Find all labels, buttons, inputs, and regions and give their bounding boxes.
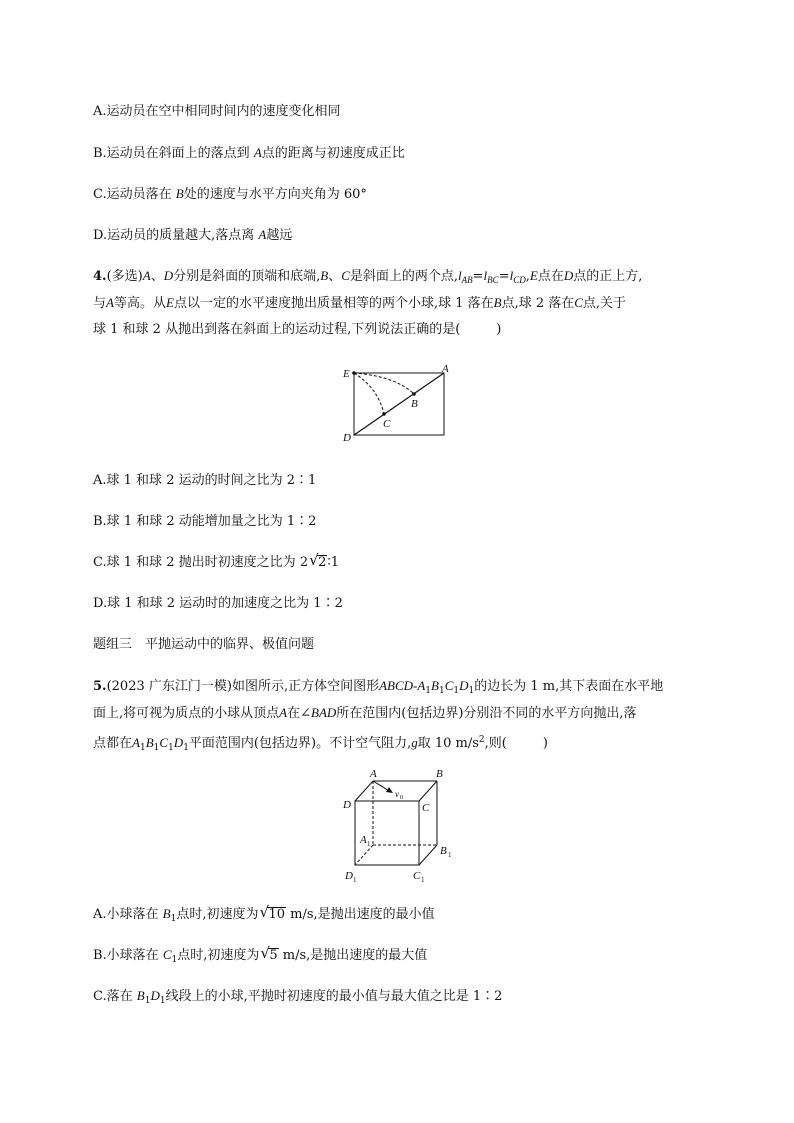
- q4-figure: [340, 362, 460, 448]
- q5-math: A: [279, 705, 288, 720]
- q3-option-d-point: A: [258, 227, 267, 242]
- q3-option-d: [93, 226, 292, 245]
- q5-stem-line3: [93, 731, 548, 757]
- q3-option-a: [93, 103, 341, 121]
- sqrt-radicand: 5: [269, 948, 278, 963]
- q5-math-sub: 1: [171, 955, 178, 965]
- velocity-label: v: [395, 789, 399, 799]
- q3-option-a-text: A.运动员在空中相同时间内的速度变化相同: [93, 104, 341, 119]
- q5-option-b-text3: m/s,是抛出速度的最大值: [278, 948, 428, 963]
- q4-point: C: [574, 295, 583, 310]
- q4-option-b: [93, 513, 316, 531]
- q4-label-e: E: [343, 368, 350, 380]
- q5-math: D: [459, 678, 469, 693]
- cube-label-d1-sub: 1: [353, 876, 357, 884]
- q5-text: 点都在: [93, 736, 133, 751]
- q5-math: A: [132, 735, 140, 750]
- q4-point: A: [142, 268, 151, 283]
- q5-option-b: [93, 946, 427, 969]
- q4-math: l: [509, 268, 514, 283]
- q4-option-c-text: C.球 1 和球 2 抛出时初速度之比为 2: [93, 555, 309, 570]
- q4-text: 、: [328, 269, 342, 284]
- sqrt-10: √ 10: [259, 903, 286, 922]
- q4-label-a: A: [442, 363, 449, 375]
- q5-option-a-text3: m/s,是抛出速度的最小值: [286, 907, 435, 922]
- q4-trajectory-1: [354, 373, 414, 394]
- q5-math: B: [431, 678, 439, 693]
- q4-text: (多选): [106, 269, 143, 284]
- q4-text: ): [496, 322, 502, 337]
- q5-math-sub: 1: [183, 743, 189, 753]
- q5-option-c-text: C.落在: [93, 989, 137, 1004]
- q5-text: 取 10 m/s: [417, 736, 479, 751]
- q3-option-d-text: D.运动员的质量越大,落点离: [93, 228, 259, 243]
- q5-math: C: [159, 735, 169, 750]
- q5-cube-figure: [335, 765, 465, 887]
- q4-text: 、: [150, 269, 164, 284]
- q5-math-sub: 1: [159, 996, 166, 1006]
- velocity-subscript: 0: [400, 795, 403, 801]
- q3-option-c-text: C.运动员落在: [93, 187, 176, 202]
- q5-option-b-text: B.小球落在: [93, 948, 163, 963]
- sqrt-2: √ 2: [309, 551, 327, 570]
- q4-math-sub: BC: [487, 275, 499, 285]
- q5-math-sub: 1: [170, 914, 177, 924]
- q4-math-sub: CD: [513, 275, 526, 285]
- q4-text: 点,球 2 落在: [501, 296, 575, 311]
- q3-option-c: [93, 185, 367, 204]
- q4-option-c: [93, 551, 340, 572]
- cube-label-a1-sub: 1: [367, 840, 371, 848]
- cube-label-b: B: [436, 768, 443, 780]
- q5-number: 5.: [93, 679, 107, 694]
- q4-text: 球 1 和球 2 从抛出到落在斜面上的运动过程,下列说法正确的是(: [93, 322, 461, 337]
- q5-text: 平面范围内(包括边界)。不计空气阻力,: [188, 736, 412, 751]
- q4-point: E: [165, 295, 174, 310]
- q5-math: D: [150, 988, 160, 1003]
- q4-point: C: [341, 268, 350, 283]
- q4-text: ,: [525, 269, 530, 284]
- edge-a1d1: [355, 845, 373, 865]
- q5-math: ABCD-A: [379, 678, 426, 693]
- q3-option-b-text2: 点的距离与初速度成正比: [261, 146, 405, 161]
- q5-text: (2023 广东江门一模)如图所示,正方体空间图形: [106, 679, 380, 694]
- q4-point: D: [163, 268, 174, 283]
- q5-text: ,则(: [484, 736, 507, 751]
- cube-label-a: A: [370, 768, 377, 780]
- q4-point-e-dot: [352, 371, 356, 375]
- q5-option-b-text2: 点时,初速度为: [177, 948, 260, 963]
- q5-math: D: [173, 735, 184, 750]
- q4-text: 点以一定的水平速度抛出质量相等的两个小球,球 1 落在: [173, 296, 494, 311]
- q4-text: 点的正上方,: [573, 269, 643, 284]
- cube-label-c1-sub: 1: [421, 876, 425, 884]
- q4-text: 与: [93, 296, 107, 311]
- q5-stem-line2: [93, 704, 637, 723]
- q5-math-sub: 1: [425, 686, 432, 696]
- sqrt-radicand: 2: [318, 555, 327, 570]
- q4-text: 是斜面上的两个点,: [349, 269, 459, 284]
- edge-ad: [355, 781, 373, 801]
- q4-stem-line2: [93, 294, 626, 313]
- q4-point: B: [320, 268, 329, 283]
- q4-point: A: [106, 295, 114, 310]
- q4-label-c: C: [383, 418, 391, 430]
- q4-stem-line3: [93, 321, 501, 339]
- q5-option-c: [93, 987, 502, 1010]
- q4-incline: [354, 373, 444, 435]
- q4-point: E: [529, 268, 538, 283]
- q4-option-a: [93, 472, 316, 490]
- q5-option-a: [93, 905, 435, 928]
- q5-option-c-text2: 线段上的小球,平抛时初速度的最小值与最大值之比是 1∶2: [165, 989, 503, 1004]
- q4-point-b-dot: [412, 392, 416, 396]
- q4-option-a-text: A.球 1 和球 2 运动的时间之比为 2∶1: [93, 473, 317, 488]
- q5-option-a-text: A.小球落在: [93, 907, 163, 922]
- q4-text: 等高。从: [113, 296, 166, 311]
- q4-option-d-text: D.球 1 和球 2 运动时的加速度之比为 1∶2: [93, 596, 343, 611]
- cube-label-b1: B: [440, 845, 447, 857]
- q4-option-d: [93, 595, 343, 613]
- group-heading-text: 题组三 平抛运动中的临界、极值问题: [93, 637, 315, 652]
- cube-label-c: C: [422, 802, 430, 814]
- q5-math-sub: 1: [153, 743, 160, 753]
- q4-point: B: [493, 295, 502, 310]
- q4-label-d: D: [343, 432, 351, 444]
- q4-math: l: [483, 268, 488, 283]
- q5-math: C: [162, 947, 172, 962]
- q5-math-sup: 2: [478, 735, 485, 745]
- q5-math: B: [145, 735, 154, 750]
- q4-label-b: B: [411, 398, 418, 410]
- q5-stem-line1: [93, 677, 663, 700]
- q4-point: D: [563, 268, 574, 283]
- q3-option-c-point: B: [175, 186, 184, 201]
- q4-option-b-text: B.球 1 和球 2 动能增加量之比为 1∶2: [93, 514, 317, 529]
- q5-math-sub: 1: [144, 996, 151, 1006]
- q5-text: 在∠: [287, 706, 311, 721]
- q4-trajectory-2: [354, 373, 384, 414]
- q5-text: 面上,将可视为质点的小球从顶点: [93, 706, 280, 721]
- q4-text: 分别是斜面的顶端和底端,: [173, 269, 321, 284]
- sqrt-radicand: 10: [268, 907, 286, 922]
- q5-math: B: [162, 906, 171, 921]
- q5-math-sub: 1: [438, 686, 445, 696]
- cube-label-b1-sub: 1: [448, 851, 452, 859]
- q4-text: 点,关于: [582, 296, 627, 311]
- q5-text: 所在范围内(包括边界)分别沿不同的水平方向抛出,落: [336, 706, 637, 721]
- cube-label-d1: D: [345, 870, 353, 882]
- q5-option-a-text2: 点时,初速度为: [176, 907, 259, 922]
- q4-option-c-text2: ∶1: [327, 555, 340, 570]
- q5-math-sub: 1: [139, 743, 146, 753]
- q5-math: C: [444, 678, 454, 693]
- q4-math: =: [472, 269, 484, 284]
- q4-math: =: [498, 269, 510, 284]
- sqrt-5: √ 5: [260, 944, 278, 963]
- q3-option-c-text2: 处的速度与水平方向夹角为 60°: [183, 187, 367, 202]
- q5-text: ): [542, 736, 548, 751]
- q3-option-b: [93, 144, 405, 163]
- q4-stem-line1: [93, 267, 642, 289]
- q4-point-c-dot: [382, 412, 386, 416]
- q5-math-sub: 1: [453, 686, 460, 696]
- cube-label-a1: A: [360, 834, 367, 846]
- edge-bc: [419, 781, 437, 801]
- q5-math-sub: 1: [468, 686, 475, 696]
- q5-text: 的边长为 1 m,其下表面在水平地: [474, 679, 664, 694]
- cube-label-d: D: [343, 799, 351, 811]
- q5-math: g: [411, 735, 418, 750]
- q4-number: 4.: [93, 269, 107, 284]
- q5-math: BAD: [311, 705, 337, 720]
- q4-math: l: [458, 268, 462, 283]
- cube-label-c1: C: [413, 870, 421, 882]
- q3-option-b-text: B.运动员在斜面上的落点到: [93, 146, 254, 161]
- q5-math-sub: 1: [168, 743, 174, 753]
- q3-option-b-point: A: [253, 145, 262, 160]
- q3-option-d-text2: 越远: [266, 228, 293, 243]
- front-face: [355, 801, 419, 865]
- q4-math-sub: AB: [461, 275, 473, 285]
- q5-math: B: [136, 988, 145, 1003]
- q4-text: 点在: [537, 269, 564, 284]
- edge-b1c1: [419, 845, 437, 865]
- group-heading: [93, 636, 314, 654]
